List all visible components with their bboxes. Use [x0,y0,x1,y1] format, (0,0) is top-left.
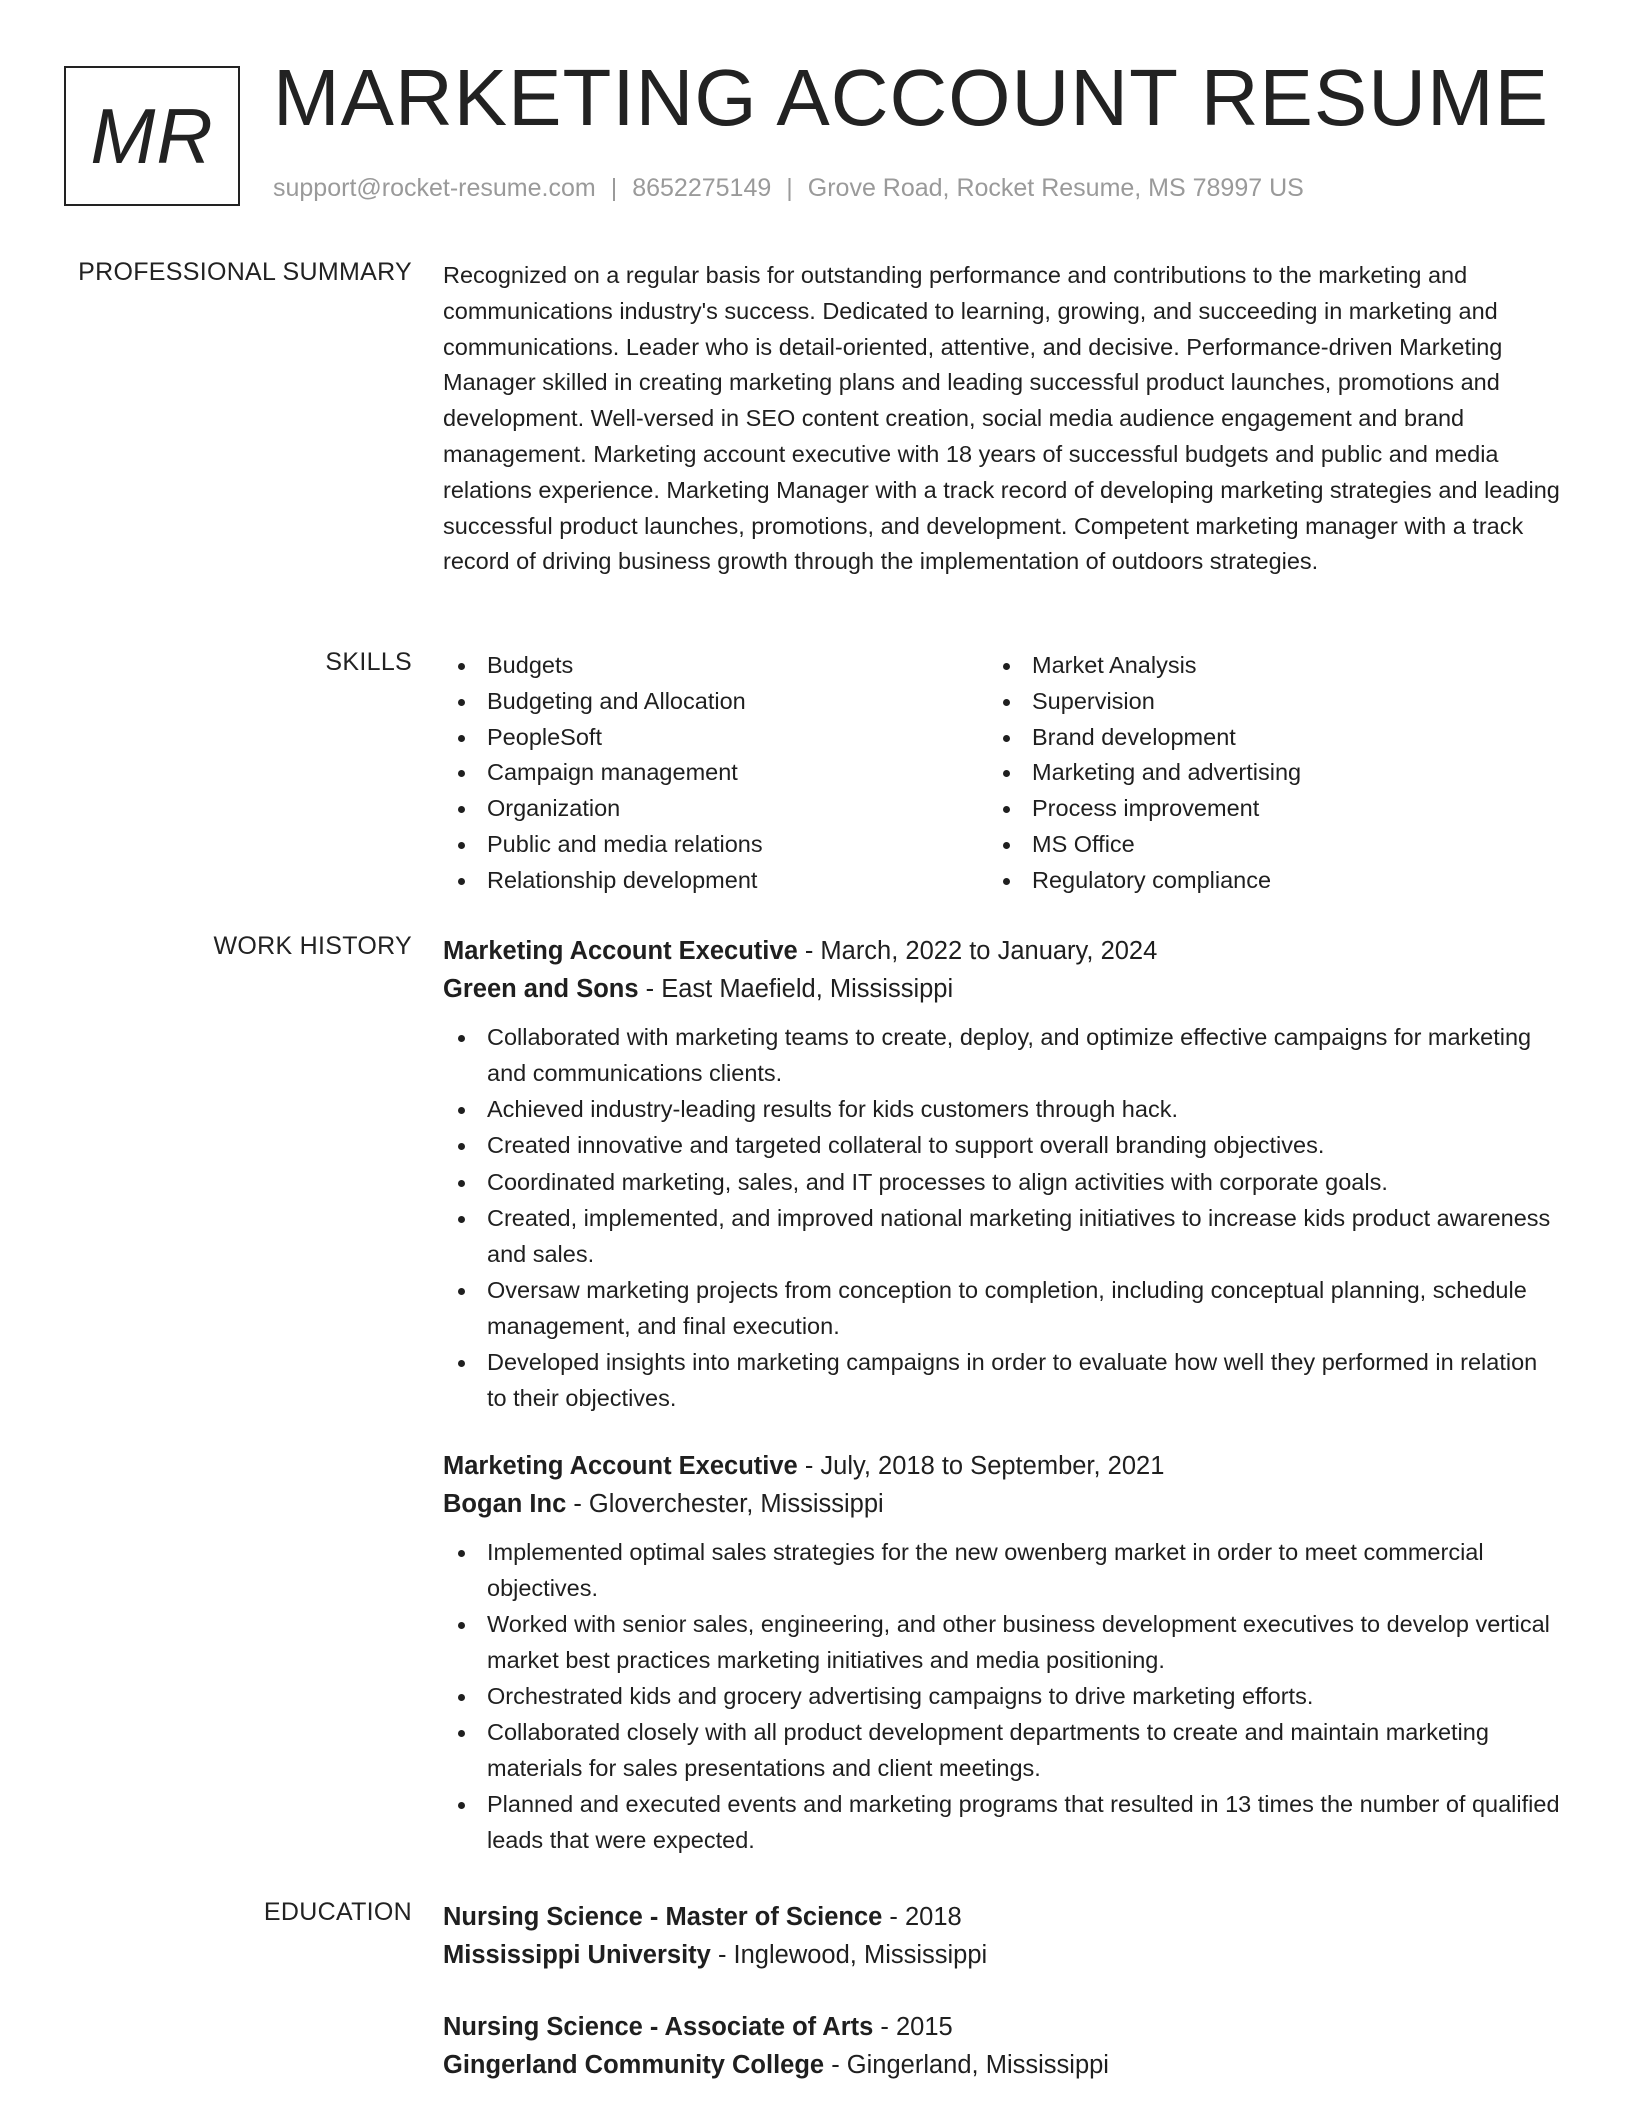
work-history-body [443,932,1563,1859]
job-bullet: Created, implemented, and improved national marketing initiatives to increase kids product awareness and sales. [443,1201,1563,1273]
job-bullet: Orchestrated kids and grocery advertising campaigns to drive marketing efforts. [443,1679,1563,1715]
education-degree: Nursing Science - Associate of Arts [443,2013,874,2041]
education-school: Gingerland Community College [443,2051,825,2079]
skill-item: Relationship development [443,863,988,899]
education-entry [443,2008,1563,2084]
education-school-line [443,1936,1563,1974]
skill-item: Organization [443,791,988,827]
job-title-line [443,932,1563,970]
job-title-line [443,1447,1563,1485]
education-degree-line [443,2008,1563,2046]
summary-heading: PROFESSIONAL SUMMARY [78,258,412,286]
skills-heading: SKILLS [325,648,412,676]
education-entry [443,1898,1563,1974]
education-school-line [443,2046,1563,2084]
skill-item: Campaign management [443,755,988,791]
job-company: Green and Sons [443,975,639,1003]
skill-item: PeopleSoft [443,720,988,756]
skill-item: Budgeting and Allocation [443,684,988,720]
skill-item: Marketing and advertising [988,755,1533,791]
job-bullet: Achieved industry-leading results for kids customers through hack. [443,1092,1563,1128]
job-bullet: Collaborated closely with all product development departments to create and maintain marketing materials for sales presentations and client meetings. [443,1715,1563,1787]
job-dates: - July, 2018 to September, 2021 [797,1451,1165,1480]
job-bullet: Developed insights into marketing campaigns in order to evaluate how well they performed in relation to their objectives. [443,1345,1563,1417]
skills-grid [443,648,1563,899]
job-entry [443,932,1563,1417]
resume-title: MARKETING ACCOUNT RESUME [273,53,1549,142]
skill-item: Process improvement [988,791,1533,827]
skill-item: Budgets [443,648,988,684]
skill-item: MS Office [988,827,1533,863]
summary-text: Recognized on a regular basis for outstanding performance and contributions to the marketing and communications industry's success. Dedicated to learning, growing, and succeeding in marketing and communications. Leader who is detail-oriented, attentive, and decisive. Performance-driven Marketing Manager skilled in creating marketing plans and leading successful product launches, promotions and development. Well-versed in SEO content creation, social media audience engagement and brand management. Marketing account executive with 18 years of successful budgets and public and media relations experience. Marketing Manager with a track record of developing marketing strategies and leading successful product launches, promotions, and development. Competent marketing manager with a track record of driving business growth through the implementation of outdoors strategies. [443,262,1560,575]
monogram-initials: MR [90,91,214,180]
job-location: - Gloverchester, Mississippi [566,1489,884,1518]
education-year: - 2018 [882,1903,962,1931]
skill-item: Regulatory compliance [988,863,1533,899]
job-company: Bogan Inc [443,1489,567,1518]
education-heading: EDUCATION [263,1898,412,1926]
contact-line [273,174,1304,203]
contact-phone[interactable]: 8652275149 [632,174,772,202]
skill-item: Brand development [988,720,1533,756]
education-body [443,1898,1563,2084]
job-bullet: Worked with senior sales, engineering, and other business development executives to develop vertical market best practices marketing initiatives and media positioning. [443,1607,1563,1679]
education-location: - Inglewood, Mississippi [710,1941,988,1969]
education-degree: Nursing Science - Master of Science [443,1903,883,1931]
contact-separator: | [610,174,618,202]
job-location: - East Maefield, Mississippi [638,975,954,1003]
job-bullet: Planned and executed events and marketing programs that resulted in 13 times the number of qualified leads that were expected. [443,1787,1563,1859]
education-degree-line [443,1898,1563,1936]
job-bullet: Oversaw marketing projects from conception to completion, including conceptual planning, schedule management, and final execution. [443,1273,1563,1345]
job-bullet: Created innovative and targeted collateral to support overall branding objectives. [443,1128,1563,1164]
job-company-line [443,970,1563,1008]
contact-email[interactable]: support@rocket-resume.com [273,174,596,202]
work-history-heading: WORK HISTORY [213,932,412,960]
skills-column-left [443,648,988,899]
contact-address: Grove Road, Rocket Resume, MS 78997 US [807,174,1304,202]
job-entry [443,1447,1563,1859]
job-bullet: Collaborated with marketing teams to create, deploy, and optimize effective campaigns for marketing and communications clients. [443,1020,1563,1092]
job-bullets [443,1020,1563,1417]
skill-item: Market Analysis [988,648,1533,684]
education-school: Mississippi University [443,1941,711,1969]
skill-item: Public and media relations [443,827,988,863]
skills-body [443,648,1563,899]
contact-separator: | [786,174,793,202]
skills-column-right [988,648,1533,899]
monogram-box [64,66,240,206]
job-bullet: Implemented optimal sales strategies for the new owenberg market in order to meet commercial objectives. [443,1535,1563,1607]
skill-item: Supervision [988,684,1533,720]
education-location: - Gingerland, Mississippi [824,2051,1109,2079]
job-title: Marketing Account Executive [443,1451,798,1480]
job-bullets [443,1535,1563,1859]
job-bullet: Coordinated marketing, sales, and IT processes to align activities with corporate goals. [443,1165,1563,1201]
education-year: - 2015 [873,2013,953,2041]
job-title: Marketing Account Executive [443,937,798,965]
job-company-line [443,1485,1563,1523]
job-dates: - March, 2022 to January, 2024 [797,937,1158,965]
